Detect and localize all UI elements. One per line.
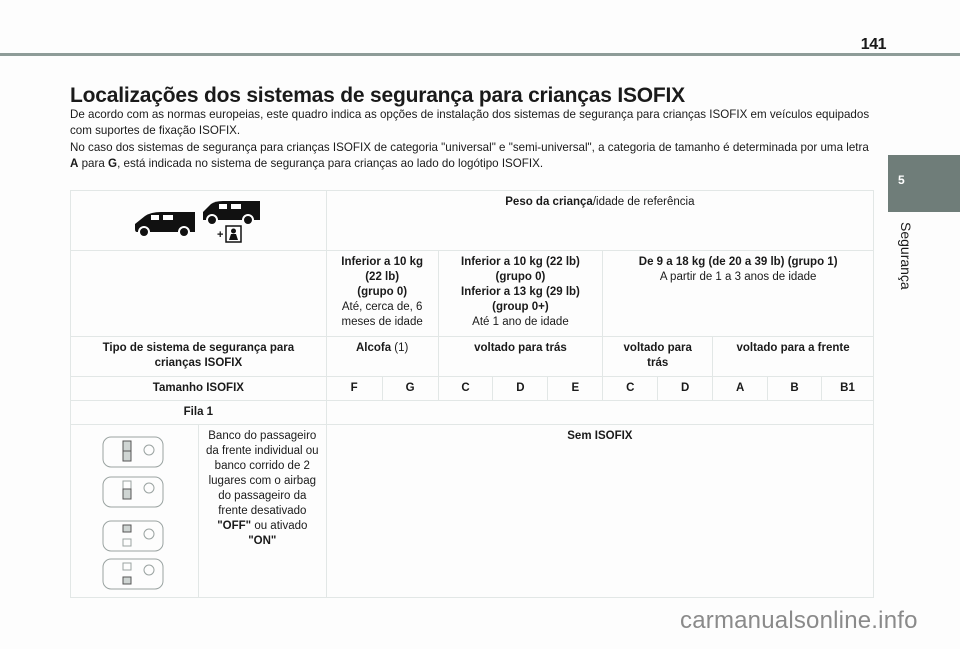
page-title: Localizações dos sistemas de segurança para crianças ISOFIX [70, 84, 685, 107]
seat-description: Banco do passageiro da frente individual ou banco corrido de 2 lugares com o airbag do passageiro da frente desativado "OFF" ou ativado "ON" [198, 425, 326, 598]
type-label: Tipo de sistema de segurança para crianças ISOFIX [71, 337, 327, 377]
chapter-number: 5 [898, 173, 905, 187]
type-carrycot: Alcofa (1) [326, 337, 438, 377]
size-cell: B [768, 377, 822, 401]
size-cell: C [603, 377, 658, 401]
size-cell: A [713, 377, 768, 401]
type-rearward-1: voltado para trás [438, 337, 603, 377]
size-cell: B1 [821, 377, 873, 401]
watermark: carmanualsonline.info [680, 607, 918, 634]
type-forward: voltado para a frente [713, 337, 874, 377]
size-cell: D [658, 377, 713, 401]
size-cell: E [548, 377, 603, 401]
group-1-cell: De 9 a 18 kg (de 20 a 39 lb) (grupo 1) A partir de 1 a 3 anos de idade [603, 251, 874, 337]
empty-cell [71, 251, 327, 337]
size-cell: G [382, 377, 438, 401]
isofix-table [70, 190, 874, 598]
size-cell: C [438, 377, 493, 401]
page-number: 141 [860, 36, 886, 53]
svg-text:+: + [217, 228, 224, 241]
vans-with-isofix-child-seat-icon [71, 191, 327, 251]
intro-paragraph-1: De acordo com as normas europeias, este quadro indica as opções de instalação dos sistemas de segurança para crianças ISOFIX em veículos equipados com suportes de fixação ISOFIX. [70, 108, 870, 138]
row-label: Fila 1 [71, 401, 327, 425]
group-0-cell: Inferior a 10 kg (22 lb) (grupo 0) Até, cerca de, 6 meses de idade [326, 251, 438, 337]
header-divider [0, 53, 960, 56]
seat-result: Sem ISOFIX [326, 425, 873, 598]
size-cell: F [326, 377, 382, 401]
type-rearward-2: voltado para trás [603, 337, 713, 377]
size-label: Tamanho ISOFIX [71, 377, 327, 401]
size-cell: D [493, 377, 548, 401]
intro-text [70, 107, 870, 172]
chapter-tab[interactable] [888, 155, 960, 212]
group-0plus-cell: Inferior a 10 kg (22 lb) (grupo 0) Inferior a 13 kg (29 lb) (group 0+) Até 1 ano de idade [438, 251, 603, 337]
intro-paragraph-2: No caso dos sistemas de segurança para crianças ISOFIX de categoria "universal" e "semi-universal", a categoria de tamanho é determinada por uma letra A para G, está indicada no sistema de segurança para crianças ao lado do logótipo ISOFIX. [70, 140, 869, 170]
chapter-label: Segurança [898, 222, 914, 290]
weight-header: Peso da criança/idade de referência [326, 191, 873, 251]
empty-cell [326, 401, 873, 425]
seat-position-diagrams-icon [71, 425, 199, 598]
